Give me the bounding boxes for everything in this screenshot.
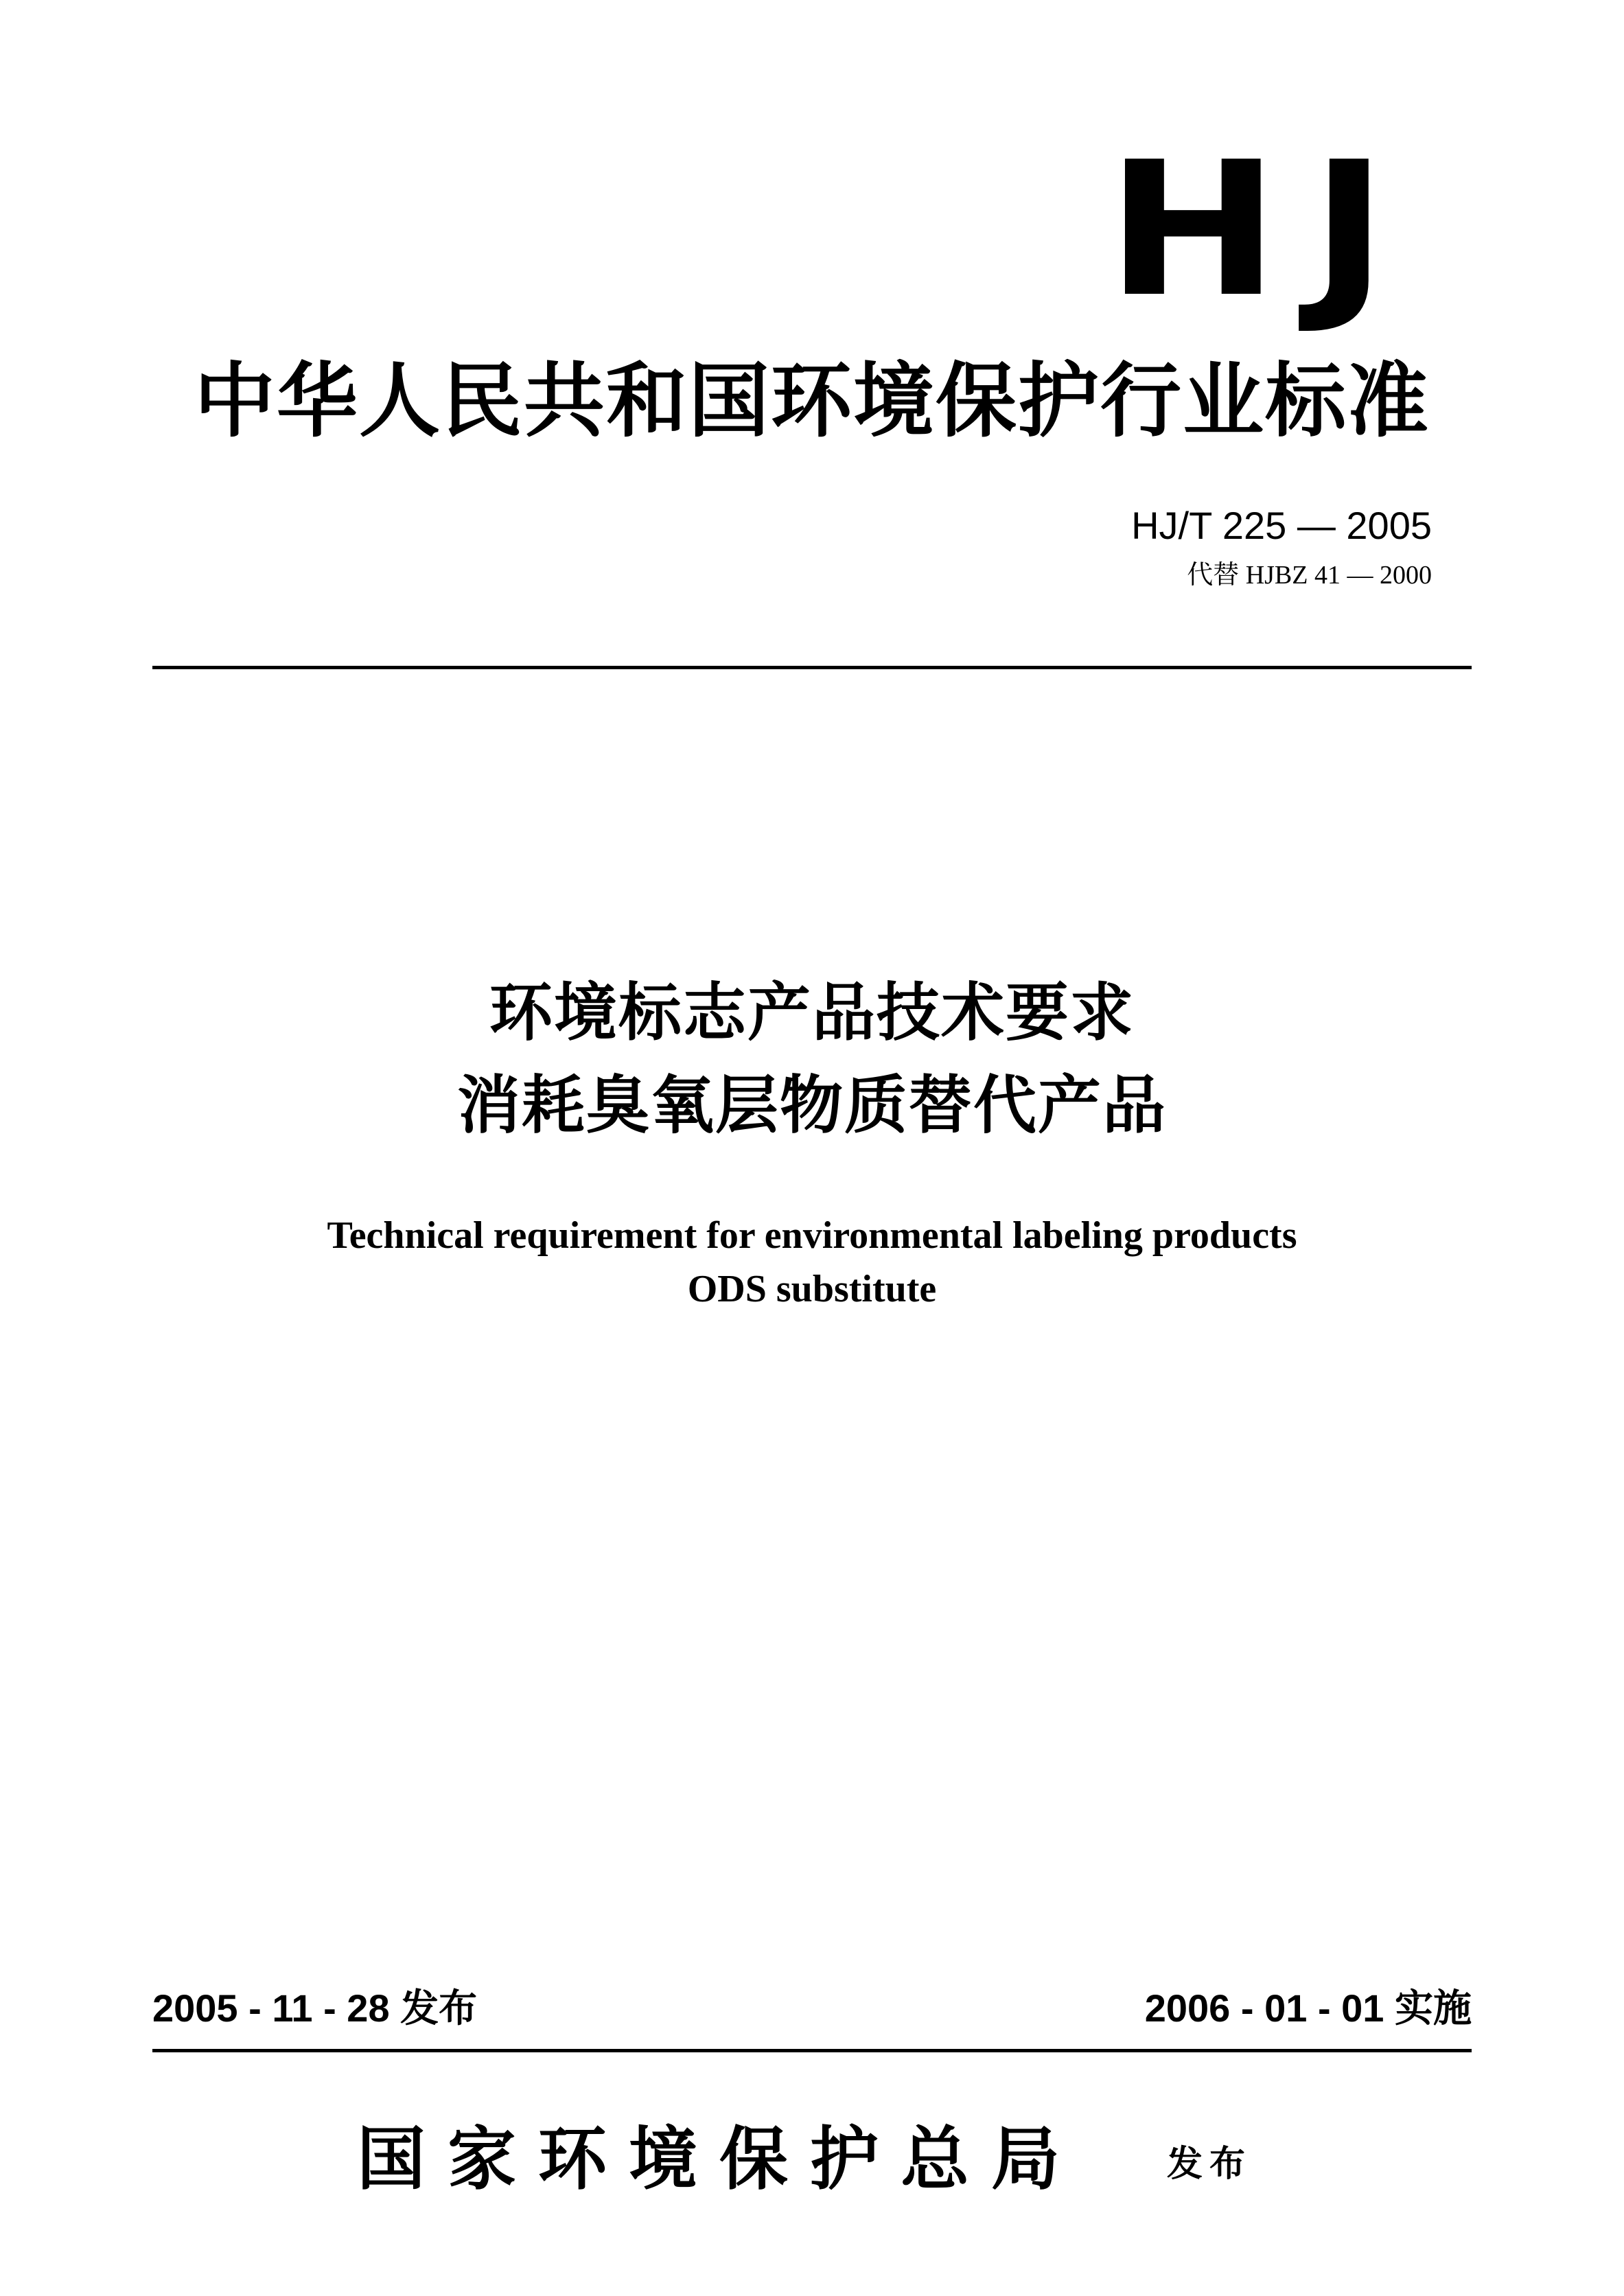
english-title-line-2: ODS substitute xyxy=(687,1268,937,1310)
standard-category-title: 中华人民共和国环境保护行业标准 xyxy=(194,353,1430,448)
main-title-line-2: 消耗臭氧层物质替代产品 xyxy=(456,1069,1167,1142)
publisher-name: 国家环境保护总局 xyxy=(357,2118,1082,2199)
main-title-line-1: 环境标志产品技术要求 xyxy=(489,976,1135,1050)
standard-number: HJ/T 225 — 2005 xyxy=(1131,504,1432,547)
hj-logo: HJ xyxy=(1105,121,1418,338)
publisher-action: 发布 xyxy=(1167,2144,1253,2185)
bottom-divider xyxy=(152,2049,1472,2052)
replaces-standard: 代替 HJBZ 41 — 2000 xyxy=(1187,561,1432,590)
release-date: 2005 - 11 - 28 发布 xyxy=(152,1986,478,2030)
english-title-line-1: Technical requirement for environmental labeling products xyxy=(327,1214,1297,1257)
implementation-date: 2006 - 01 - 01 实施 xyxy=(1144,1986,1472,2030)
top-divider xyxy=(152,666,1472,669)
